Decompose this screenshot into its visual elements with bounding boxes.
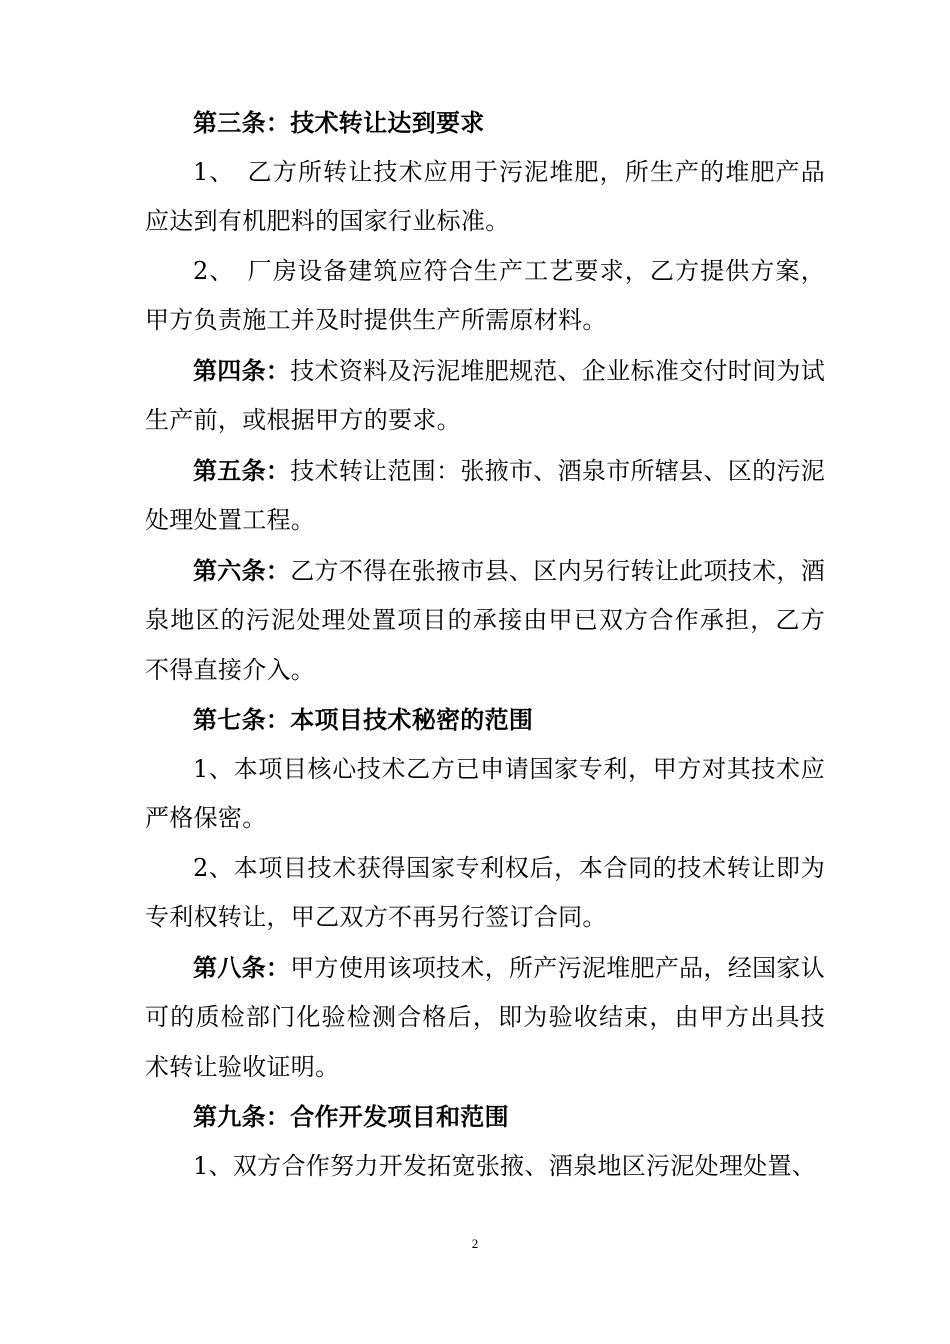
article-8-text: 甲方使用该项技术，所产污泥堆肥产品，经国家认可的质检部门化验检测合格后，即为验收结束，由甲方出具技术转让验收证明。 [145,953,825,1081]
page-number: 2 [471,1236,479,1251]
article-3-item-1: 1、 乙方所转让技术应用于污泥堆肥，所生产的堆肥产品应达到有机肥料的国家行业标准。 [145,157,825,235]
article-8-heading: 第八条： [193,952,291,982]
article-6-text: 乙方不得在张掖市县、区内另行转让此项技术，酒泉地区的污泥处理处置项目的承接由甲已双方合作承担，乙方不得直接介入。 [145,556,825,684]
article-7-title: 第七条：本项目技术秘密的范围 [193,705,534,734]
article-3-item-2: 2、 厂房设备建筑应符合生产工艺要求，乙方提供方案，甲方负责施工并及时提供生产所需原材料。 [145,256,825,334]
article-4 [145,346,825,446]
article-8 [145,943,825,1093]
article-4-heading: 第四条： [193,355,291,385]
article-7-item-1: 1、本项目核心技术乙方已申请国家专利，甲方对其技术应严格保密。 [145,754,825,832]
article-6-heading: 第六条： [193,555,291,585]
article-3-title: 第三条：技术转让达到要求 [193,108,485,137]
article-9-item-1: 1、双方合作努力开发拓宽张掖、酒泉地区污泥处理处置、 [193,1151,817,1180]
article-6 [145,546,825,696]
document-body [145,98,825,1191]
article-5 [145,446,825,546]
article-4-text: 技术资料及污泥堆肥规范、企业标准交付时间为试生产前，或根据甲方的要求。 [145,356,825,434]
article-5-text: 技术转让范围：张掖市、酒泉市所辖县、区的污泥处理处置工程。 [145,456,825,534]
article-9-title: 第九条：合作开发项目和范围 [193,1102,509,1131]
article-5-heading: 第五条： [193,455,291,485]
article-7-item-2: 2、本项目技术获得国家专利权后，本合同的技术转让即为专利权转让，甲乙双方不再另行签订合同。 [145,853,825,931]
